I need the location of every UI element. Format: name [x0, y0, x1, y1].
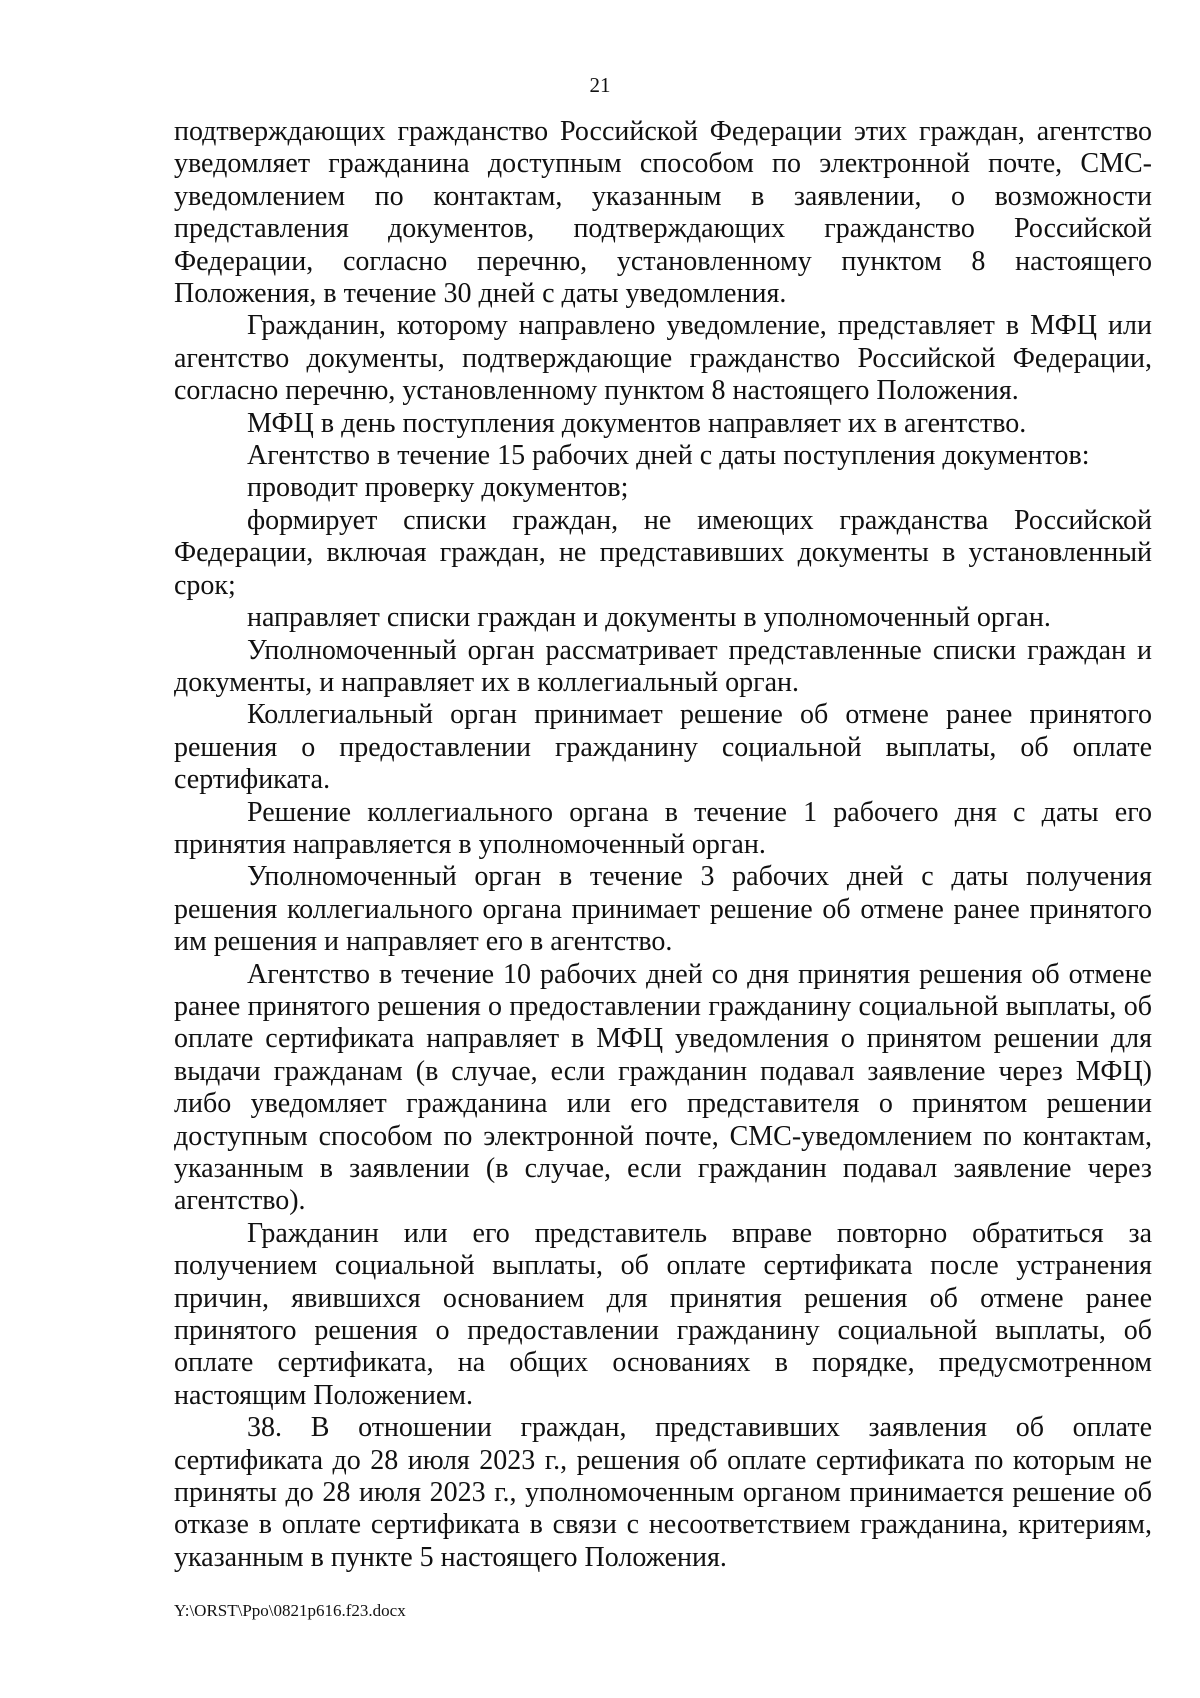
paragraph: Гражданин, которому направлено уведомление, представляет в МФЦ или агентство документы, подтверждающие гражданство Российской Федерации, согласно перечню, установленному пунктом 8 настоящего Положения.: [174, 310, 1152, 407]
page-number: 21: [589, 73, 611, 97]
paragraph: Коллегиальный орган принимает решение об отмене ранее принятого решения о предоставлении гражданину социальной выплаты, об оплате сертификата.: [174, 699, 1152, 796]
paragraph: МФЦ в день поступления документов направляет их в агентство.: [247, 407, 1027, 439]
paragraph: проводит проверку документов;: [247, 472, 629, 504]
paragraph: Уполномоченный орган в течение 3 рабочих дней с даты получения решения коллегиального органа принимает решение об отмене ранее принятого им решения и направляет его в агентство.: [174, 861, 1152, 958]
paragraph: подтверждающих гражданство Российской Федерации этих граждан, агентство уведомляет гражданина доступным способом по электронной почте, СМС-уведомлением по контактам, указанным в заявлении, о возможности представления документов, подтверждающих гражданство Российской Федерации, согласно перечню, установленному пунктом 8 настоящего Положения, в течение 30 дней с даты уведомления.: [174, 116, 1152, 310]
document-body: [174, 116, 1152, 1574]
paragraph: Гражданин или его представитель вправе повторно обратиться за получением социальной выплаты, об оплате сертификата после устранения причин, явившихся основанием для принятия решения об отмене ранее принятого решения о предоставлении гражданину социальной выплаты, об оплате сертификата, на общих основаниях в порядке, предусмотренном настоящим Положением.: [174, 1217, 1152, 1411]
paragraph: Агентство в течение 15 рабочих дней с даты поступления документов:: [247, 440, 1090, 472]
paragraph: направляет списки граждан и документы в уполномоченный орган.: [247, 602, 1051, 634]
paragraph: Агентство в течение 10 рабочих дней со дня принятия решения об отмене ранее принятого решения о предоставлении гражданину социальной выплаты, об оплате сертификата направляет в МФЦ уведомления о принятом решении для выдачи гражданам (в случае, если гражданин подавал заявление через МФЦ) либо уведомляет гражданина или его представителя о принятом решении доступным способом по электронной почте, СМС-уведомлением по контактам, указанным в заявлении (в случае, если гражданин подавал заявление через агентство).: [174, 958, 1152, 1217]
paragraph: формирует списки граждан, не имеющих гражданства Российской Федерации, включая граждан, не представивших документы в установленный срок;: [174, 504, 1152, 601]
paragraph-item-38: 38. В отношении граждан, представивших заявления об оплате сертификата до 28 июля 2023 г., решения об оплате сертификата по которым не приняты до 28 июля 2023 г., уполномоченным органом принимается решение об отказе в оплате сертификата в связи с несоответствием гражданина, критериям, указанным в пункте 5 настоящего Положения.: [174, 1412, 1152, 1573]
file-path-footer: Y:\ORST\Ppo\0821p616.f23.docx: [174, 1601, 406, 1620]
paragraph: Решение коллегиального органа в течение 1 рабочего дня с даты его принятия направляется в уполномоченный орган.: [174, 796, 1152, 860]
paragraph: Уполномоченный орган рассматривает представленные списки граждан и документы, и направляет их в коллегиальный орган.: [174, 634, 1152, 698]
